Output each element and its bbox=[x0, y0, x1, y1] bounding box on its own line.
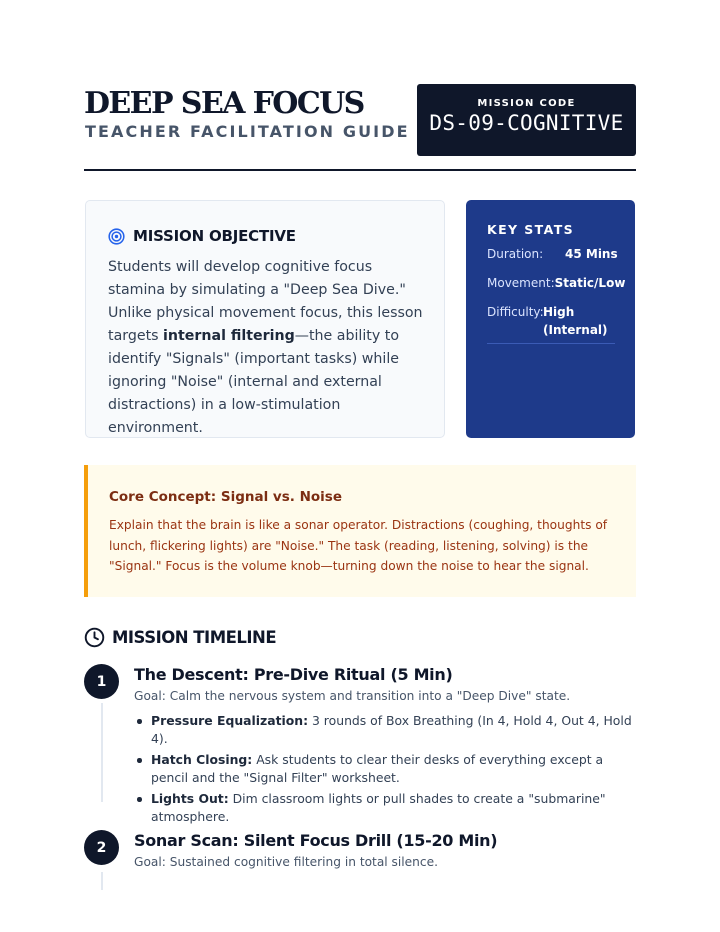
mission-objective-heading bbox=[108, 225, 296, 247]
mission-code-label: MISSION CODE bbox=[477, 98, 576, 109]
step-connector-line bbox=[101, 703, 103, 802]
list-item bbox=[151, 751, 641, 786]
mission-objective-text bbox=[108, 256, 433, 440]
target-icon bbox=[108, 228, 125, 245]
bullet-text: Ask students to clear their desks of everything except a pencil and the "Signal Filter" worksheet. bbox=[151, 752, 604, 785]
stat-row-difficulty bbox=[487, 303, 607, 339]
key-stats-title: KEY STATS bbox=[487, 222, 575, 237]
core-concept-text: Explain that the brain is like a sonar operator. Distractions (coughing, thoughts of lunch, flickering lights) are "Noise." The task (reading, listening, solving) is the "Signal." Focus is the volume knob—turning down the noise to hear the signal. bbox=[109, 518, 608, 573]
objective-text-end: —the ability to identify "Signals" (important tasks) while ignoring "Noise" (internal and external distractions) in a low-stimulation environment. bbox=[108, 328, 400, 436]
stat-value: High (Internal) bbox=[543, 305, 608, 337]
stat-label: Difficulty: bbox=[487, 305, 544, 319]
step-title: Sonar Scan: Silent Focus Drill (15-20 Min) bbox=[134, 831, 498, 850]
list-item bbox=[151, 712, 641, 747]
stat-row-movement bbox=[487, 274, 627, 292]
mission-timeline-heading bbox=[84, 626, 276, 648]
step-number-badge: 2 bbox=[84, 830, 119, 865]
document-subtitle: TEACHER FACILITATION GUIDE bbox=[85, 122, 410, 141]
bullet-label: Pressure Equalization: bbox=[151, 713, 309, 728]
document-title: DEEP SEA FOCUS bbox=[84, 86, 364, 121]
objective-text-bold: internal filtering bbox=[163, 328, 295, 344]
stat-label: Duration: bbox=[487, 247, 544, 261]
step-bullet-list bbox=[151, 712, 641, 829]
header-divider bbox=[84, 169, 636, 171]
step-goal: Goal: Calm the nervous system and transition into a "Deep Dive" state. bbox=[134, 689, 571, 703]
mission-objective-title: MISSION OBJECTIVE bbox=[133, 227, 296, 245]
step-title: The Descent: Pre-Dive Ritual (5 Min) bbox=[134, 665, 453, 684]
bullet-label: Hatch Closing: bbox=[151, 752, 253, 767]
mission-code-box bbox=[417, 84, 636, 156]
stat-label: Movement: bbox=[487, 276, 555, 290]
stat-value: Static/Low bbox=[554, 276, 626, 290]
list-item bbox=[151, 790, 641, 825]
stat-row-duration bbox=[487, 245, 627, 263]
key-stats-card bbox=[466, 200, 635, 438]
mission-timeline-title: MISSION TIMELINE bbox=[112, 627, 277, 647]
core-concept-title: Core Concept: Signal vs. Noise bbox=[109, 489, 342, 505]
bullet-text: 3 rounds of Box Breathing (In 4, Hold 4, Out 4, Hold 4). bbox=[151, 713, 632, 746]
bullet-text: Dim classroom lights or pull shades to create a "submarine" atmosphere. bbox=[151, 791, 606, 824]
clock-icon bbox=[84, 627, 105, 648]
step-connector-line bbox=[101, 872, 103, 890]
key-stats-divider bbox=[487, 343, 615, 344]
step-goal: Goal: Sustained cognitive filtering in total silence. bbox=[134, 855, 438, 869]
step-number-badge: 1 bbox=[84, 664, 119, 699]
mission-code-value: DS-09-COGNITIVE bbox=[429, 111, 624, 135]
core-concept-callout bbox=[84, 465, 636, 597]
objective-text-start: Students will develop cognitive focus stamina by simulating a "Deep Sea Dive." Unlike physical movement focus, this lesson targets bbox=[108, 259, 423, 344]
bullet-label: Lights Out: bbox=[151, 791, 229, 806]
stat-value: 45 Mins bbox=[565, 247, 618, 261]
document-header bbox=[84, 84, 636, 172]
mission-objective-card bbox=[85, 200, 445, 438]
